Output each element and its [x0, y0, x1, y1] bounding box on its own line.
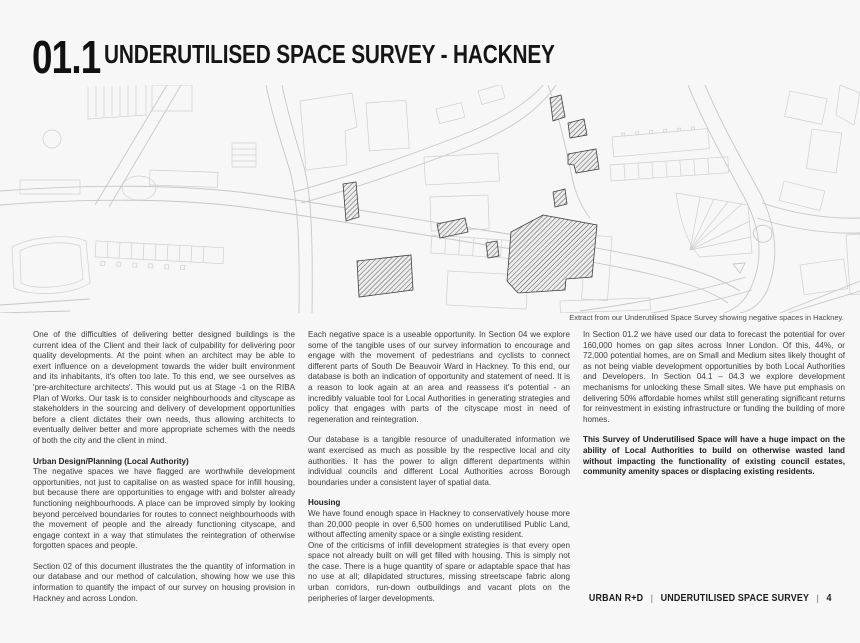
col2-paragraph-2: Our database is a tangible resource of unadulterated information we want exercised as much as possible by the respective local and city authorities. It has the power to align different departments within individual councils and different Local Authorities across Borough boundaries under a consistent layer of spatial data. — [308, 435, 570, 487]
footer-separator: | — [651, 593, 654, 603]
negative-space-polygons — [343, 95, 599, 297]
col1-heading: Urban Design/Planning (Local Authority) — [33, 456, 189, 466]
col1-paragraph-2: The negative spaces we have flagged are worthwhile development opportunities, not just to capitalise on as wasted space for infill housing, but because there are opportunities to engage with and bolster already functioning neighbourhoods. A place can be improved simply by looking beyond perceived boundaries for routes to connect neighbourhoods with the movement of people and the already functioning cityscape, and engage context in a way that stimulates the reintegration of otherwise forgotten spaces and people. — [33, 467, 295, 551]
page-footer — [589, 592, 832, 604]
column-3 — [583, 330, 845, 614]
map-illustration — [0, 85, 860, 313]
col2-paragraph-4: One of the criticisms of infill development strategies is that every open space not already built on will get filled with housing. This is simply not the case. There is a huge quantity of spare or adaptable space that has no use at all; dilapidated structures, missing streetscape fabric along urban corridors, run-down outbuildings and vacant plots on the peripheries of larger developments. — [308, 540, 570, 603]
body-columns — [33, 330, 845, 614]
section-number: 01.1 — [32, 31, 101, 83]
negative-space-polygon — [553, 189, 567, 207]
footer-document-title: UNDERUTILISED SPACE SURVEY — [660, 592, 810, 604]
map-buildings — [12, 85, 860, 313]
negative-space-polygon — [437, 218, 468, 238]
col2-heading-housing: Housing — [308, 498, 341, 508]
col2-paragraph-3: We have found enough space in Hackney to conservatively house more than 20,000 people in over 6,500 homes on underutilised Public Land, without affecting amenity space or a single existing resident. — [308, 508, 570, 540]
page-title: UNDERUTILISED SPACE SURVEY - HACKNEY — [104, 39, 555, 69]
col2-paragraph-1: Each negative space is a useable opportunity. In Section 04 we explore some of the tangible uses of our survey information to encourage and engage with the movement of pedestrians and cyclists to connect different parts of South De Beauvoir Ward in Hackney. To this end, our database is both an indication of opportunity and statement of need. It is a reason to look again at an area and reassess it's potential - an incredibly valuable tool for Local Authorities in generating strategies and policy that engages with parts of the cityscape most in need of regeneration and reintegration. — [308, 330, 570, 424]
col3-paragraph-1: In Section 01.2 we have used our data to forecast the potential for over 160,000 homes on gap sites across Inner London. Of this, 44%, or 72,000 potential homes, are on Small and Medium sites likely thought of as not being viable development opportunities by both Local Authorities and Developers. In Section 04.1 – 04.3 we explore development mechanisms for unlocking these Small sites. We have put emphasis on delivering 50% affordable homes whilst still generating significant returns for reinvestment in existing infrastructure or funding the building of more homes. — [583, 330, 845, 424]
footer-brand: URBAN R+D — [589, 592, 644, 604]
map-caption: Extract from our Underutilised Space Survey showing negative spaces in Hackney. — [569, 313, 844, 322]
col1-paragraph-3: Section 02 of this document illustrates the the quantity of information in our database and our method of calculation, showing how we use this information to quantify the impact of our survey on housing provision in Hackney and across London. — [33, 561, 295, 603]
negative-space-polygon — [357, 255, 413, 297]
negative-space-polygon — [568, 149, 599, 173]
negative-space-polygon — [568, 119, 587, 138]
column-2 — [308, 330, 570, 614]
col3-paragraph-2-bold: This Survey of Underutilised Space will have a huge impact on the ability of Local Authorities to build on otherwise wasted land without impacting the functionality of existing council estates, community amenity spaces or displacing existing residents. — [583, 435, 845, 477]
survey-map-svg — [0, 85, 860, 313]
negative-space-polygon — [343, 182, 359, 221]
negative-space-polygon — [486, 241, 499, 258]
column-1 — [33, 330, 295, 614]
negative-space-polygon — [550, 95, 565, 121]
footer-page-number: 4 — [826, 592, 832, 604]
footer-separator: | — [817, 593, 820, 603]
negative-space-polygon — [507, 215, 597, 293]
col1-paragraph-1: One of the difficulties of delivering better designed buildings is the current idea of the Client and their lack of culpability for delivering poor quality developments. At the point when an architect may be able to exert influence on a development towards the wider built environment and its inhabitants, it's often too late. To this end, we see ourselves as 'pre-architecture architects'. This would put us at Stage -1 on the RIBA Plan of Works. Our task is to consider neighbourhoods and cityscape as stakeholders in the sourcing and delivery of development opportunities before a client dictates their own needs, thus allowing architects to eventually deliver better and more appropriate schemes with the needs of both the city and the client in mind. — [33, 330, 295, 445]
